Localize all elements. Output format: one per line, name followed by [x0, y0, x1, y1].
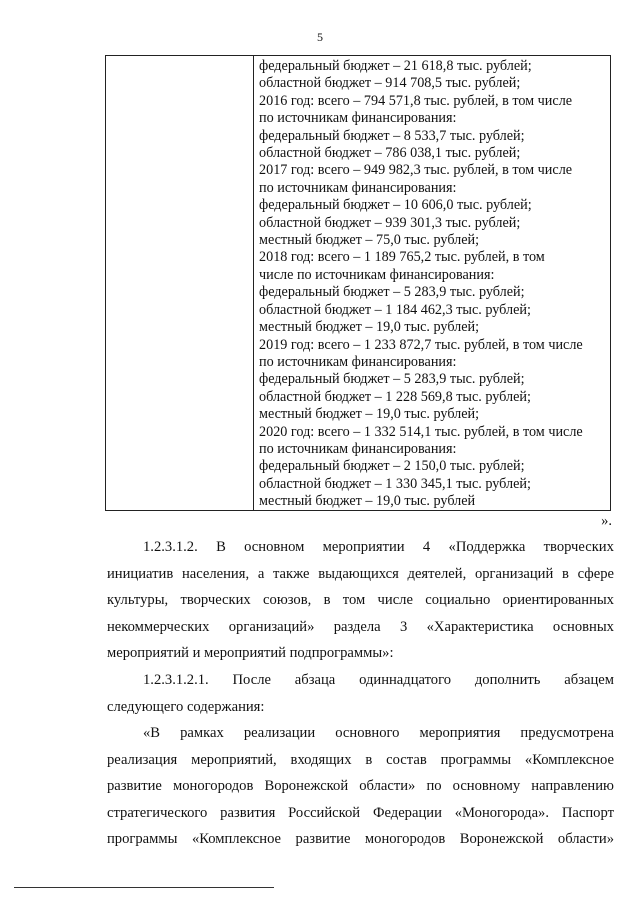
word: в [323, 592, 331, 609]
word: мероприятия [419, 725, 501, 741]
table-line: областной бюджет – 1 184 462,3 тыс. рублей; [259, 301, 531, 318]
word: В [216, 539, 226, 555]
table-line: местный бюджет – 19,0 тыс. рублей; [259, 406, 480, 423]
word: числе [377, 592, 413, 609]
word: «Поддержка [448, 539, 526, 555]
word: абзаца [294, 672, 336, 688]
word: Воронежской [264, 778, 349, 795]
table-line: федеральный бюджет – 21 618,8 тыс. рублей; [259, 58, 532, 74]
word: предусмотрена [520, 725, 614, 741]
table-line: федеральный бюджет – 2 150,0 тыс. рублей; [259, 458, 525, 475]
paragraph-line [107, 720, 614, 747]
word: Воронежской [459, 831, 544, 848]
table-line: местный бюджет – 75,0 тыс. рублей; [259, 232, 480, 249]
word: мероприятий, [191, 751, 277, 768]
word: входящих [290, 751, 352, 768]
word: области» [557, 831, 614, 848]
paragraph-line [107, 587, 614, 614]
word: раздела [333, 618, 381, 635]
word: также [273, 565, 310, 582]
word: моногородов [364, 831, 446, 848]
word: «Характеристика [426, 618, 534, 635]
word: «Комплексное [524, 751, 614, 768]
word: реализация [107, 751, 178, 768]
table-line: местный бюджет – 19,0 тыс. рублей; [259, 319, 480, 336]
table-line: областной бюджет – 939 301,3 тыс. рублей; [259, 214, 521, 231]
word: «Комплексное [191, 831, 282, 848]
word: по [426, 778, 442, 795]
table-left-cell [106, 56, 254, 510]
paragraph-main-activity-4 [107, 534, 614, 667]
word: в [365, 751, 373, 768]
word: а [257, 565, 265, 582]
word: 4 [422, 539, 431, 555]
word: мероприятии [322, 539, 405, 555]
paragraph-line [107, 614, 614, 641]
table-line: федеральный бюджет – 5 283,9 тыс. рублей; [259, 371, 525, 388]
word: инициатив [107, 565, 174, 582]
page-number: 5 [317, 30, 323, 44]
word: организаций [474, 565, 554, 582]
table-line: 2017 год: всего – 949 982,3 тыс. рублей, в том числе [259, 162, 573, 179]
word: дополнить [474, 672, 541, 688]
table-line: федеральный бюджет – 10 606,0 тыс. рублей; [259, 197, 532, 214]
word: том [342, 592, 366, 609]
word: сфере [577, 565, 614, 582]
paragraph-line [107, 773, 614, 800]
word: состав [386, 751, 427, 768]
paragraph-line: следующего содержания: [107, 698, 265, 715]
table-line: 2016 год: всего – 794 571,8 тыс. рублей, в том числе [259, 92, 573, 109]
word: Паспорт [561, 804, 614, 821]
paragraph-line [107, 800, 614, 827]
word: в [562, 565, 569, 582]
word: ориентированных [502, 592, 614, 609]
word: программы [107, 831, 178, 848]
word: деятелей, [407, 565, 467, 582]
word: 1.2.3.1.2.1. [143, 672, 209, 688]
table-line: федеральный бюджет – 5 283,9 тыс. рублей; [259, 284, 525, 301]
table-line: областной бюджет – 1 330 345,1 тыс. рублей; [259, 475, 531, 492]
footer-divider [14, 887, 274, 888]
paragraph-line [107, 747, 614, 774]
word: основных [552, 618, 614, 635]
word: области» [359, 778, 416, 795]
word: некоммерческих [107, 618, 210, 635]
table-line: по источникам финансирования: [259, 440, 457, 457]
table-line: по источникам финансирования: [259, 110, 457, 127]
word: творческих [543, 539, 614, 555]
word: направлению [531, 778, 614, 795]
table-line: областной бюджет – 1 228 569,8 тыс. рублей; [259, 388, 531, 405]
word: развитие [107, 778, 162, 795]
word: развитие [295, 831, 351, 848]
table-line: областной бюджет – 914 708,5 тыс. рублей; [259, 75, 521, 92]
paragraph-line [107, 826, 614, 853]
table-line: 2018 год: всего – 1 189 765,2 тыс. рублей, в том [259, 249, 545, 266]
paragraph-add-abzac [107, 667, 614, 720]
paragraph-line: мероприятий и мероприятий подпрограммы»: [107, 645, 394, 662]
word: одиннадцатого [359, 672, 452, 688]
word: реализации [243, 725, 316, 741]
word: 3 [400, 618, 408, 635]
word: выдающихся [318, 565, 399, 582]
table-line: числе по источникам финансирования: [259, 266, 495, 283]
word: абзацем [564, 672, 614, 688]
word: творческих [180, 592, 251, 609]
word: развития [220, 804, 276, 821]
word: населения, [181, 565, 250, 582]
word: После [232, 672, 271, 688]
word: рамках [180, 725, 224, 741]
word: основного [335, 725, 400, 741]
word: Российской [288, 804, 361, 821]
financing-table [105, 55, 611, 511]
word: моногородов [173, 778, 254, 795]
word: основном [244, 539, 305, 555]
word: стратегического [107, 804, 208, 821]
table-right-cell [259, 58, 606, 511]
word: Федерации [372, 804, 442, 821]
word: «В [143, 725, 161, 741]
paragraph-line [107, 561, 614, 588]
word: культуры, [107, 592, 169, 609]
word: социально [425, 592, 491, 609]
word: союзов, [263, 592, 312, 609]
paragraph-line [107, 667, 614, 694]
word: программы [440, 751, 512, 768]
table-line: по источникам финансирования: [259, 179, 457, 196]
word: 1.2.3.1.2. [143, 539, 198, 555]
word: «Моногорода». [454, 804, 549, 821]
paragraph-line [107, 534, 614, 561]
word: основному [452, 778, 521, 795]
table-line: по источникам финансирования: [259, 353, 457, 370]
table-line: федеральный бюджет – 8 533,7 тыс. рублей; [259, 127, 525, 144]
table-line: местный бюджет – 19,0 тыс. рублей [259, 493, 476, 510]
table-line: 2020 год: всего – 1 332 514,1 тыс. рублей, в том числе [259, 423, 583, 440]
word: организаций» [228, 618, 315, 635]
paragraph-insert-text [107, 720, 614, 853]
table-line: областной бюджет – 786 038,1 тыс. рублей; [259, 145, 521, 162]
closing-quote: ». [601, 513, 612, 529]
table-line: 2019 год: всего – 1 233 872,7 тыс. рублей, в том числе [259, 336, 583, 353]
